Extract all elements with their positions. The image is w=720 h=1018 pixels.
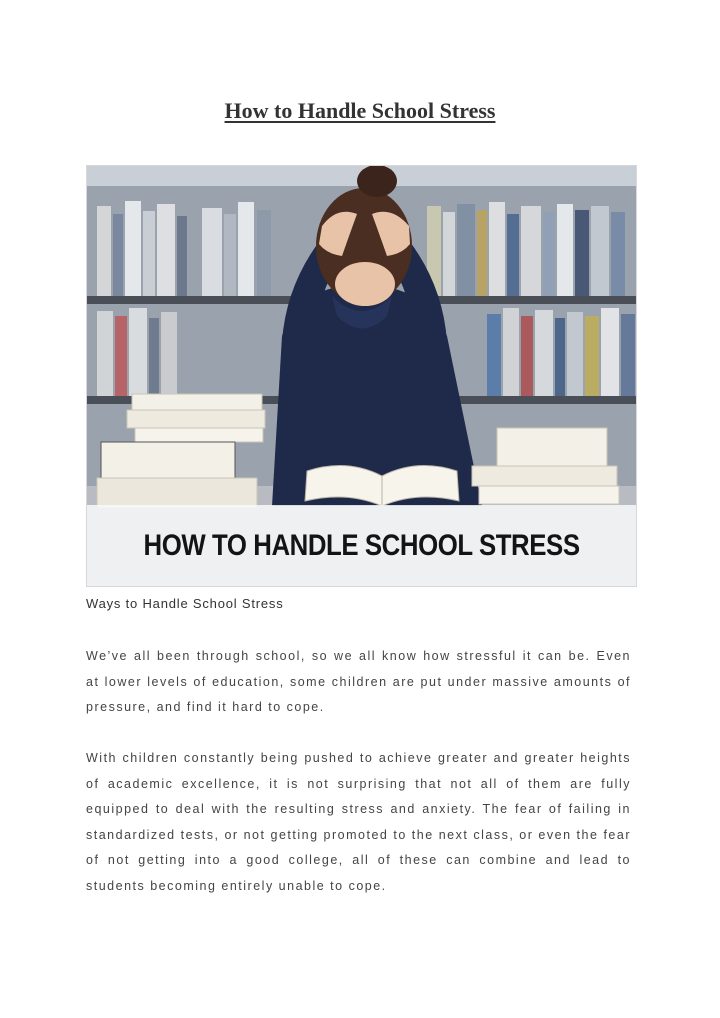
section-subheading: Ways to Handle School Stress	[86, 596, 284, 611]
stressed-student-image	[86, 165, 637, 587]
page-title: How to Handle School Stress	[224, 98, 496, 123]
paragraph-intro: We’ve all been through school, so we all know how stressful it can be. Even at lower levels of education, some children are put under massive amounts of pressure, and find it hard to cope.	[86, 649, 631, 714]
image-banner-text: HOW TO HANDLE SCHOOL STRESS	[143, 528, 580, 562]
paragraph-pressure: With children constantly being pushed to achieve greater and greater heights of academic excellence, it is not surprising that not all of them are fully equipped to deal with the resulting stress and anxiety. The fear of failing in standardized tests, or not getting promoted to the next class, or even the fear of not getting into a good college, all of these can combine and lead to students becoming entirely unable to cope.	[86, 751, 631, 893]
image-banner	[87, 505, 636, 586]
